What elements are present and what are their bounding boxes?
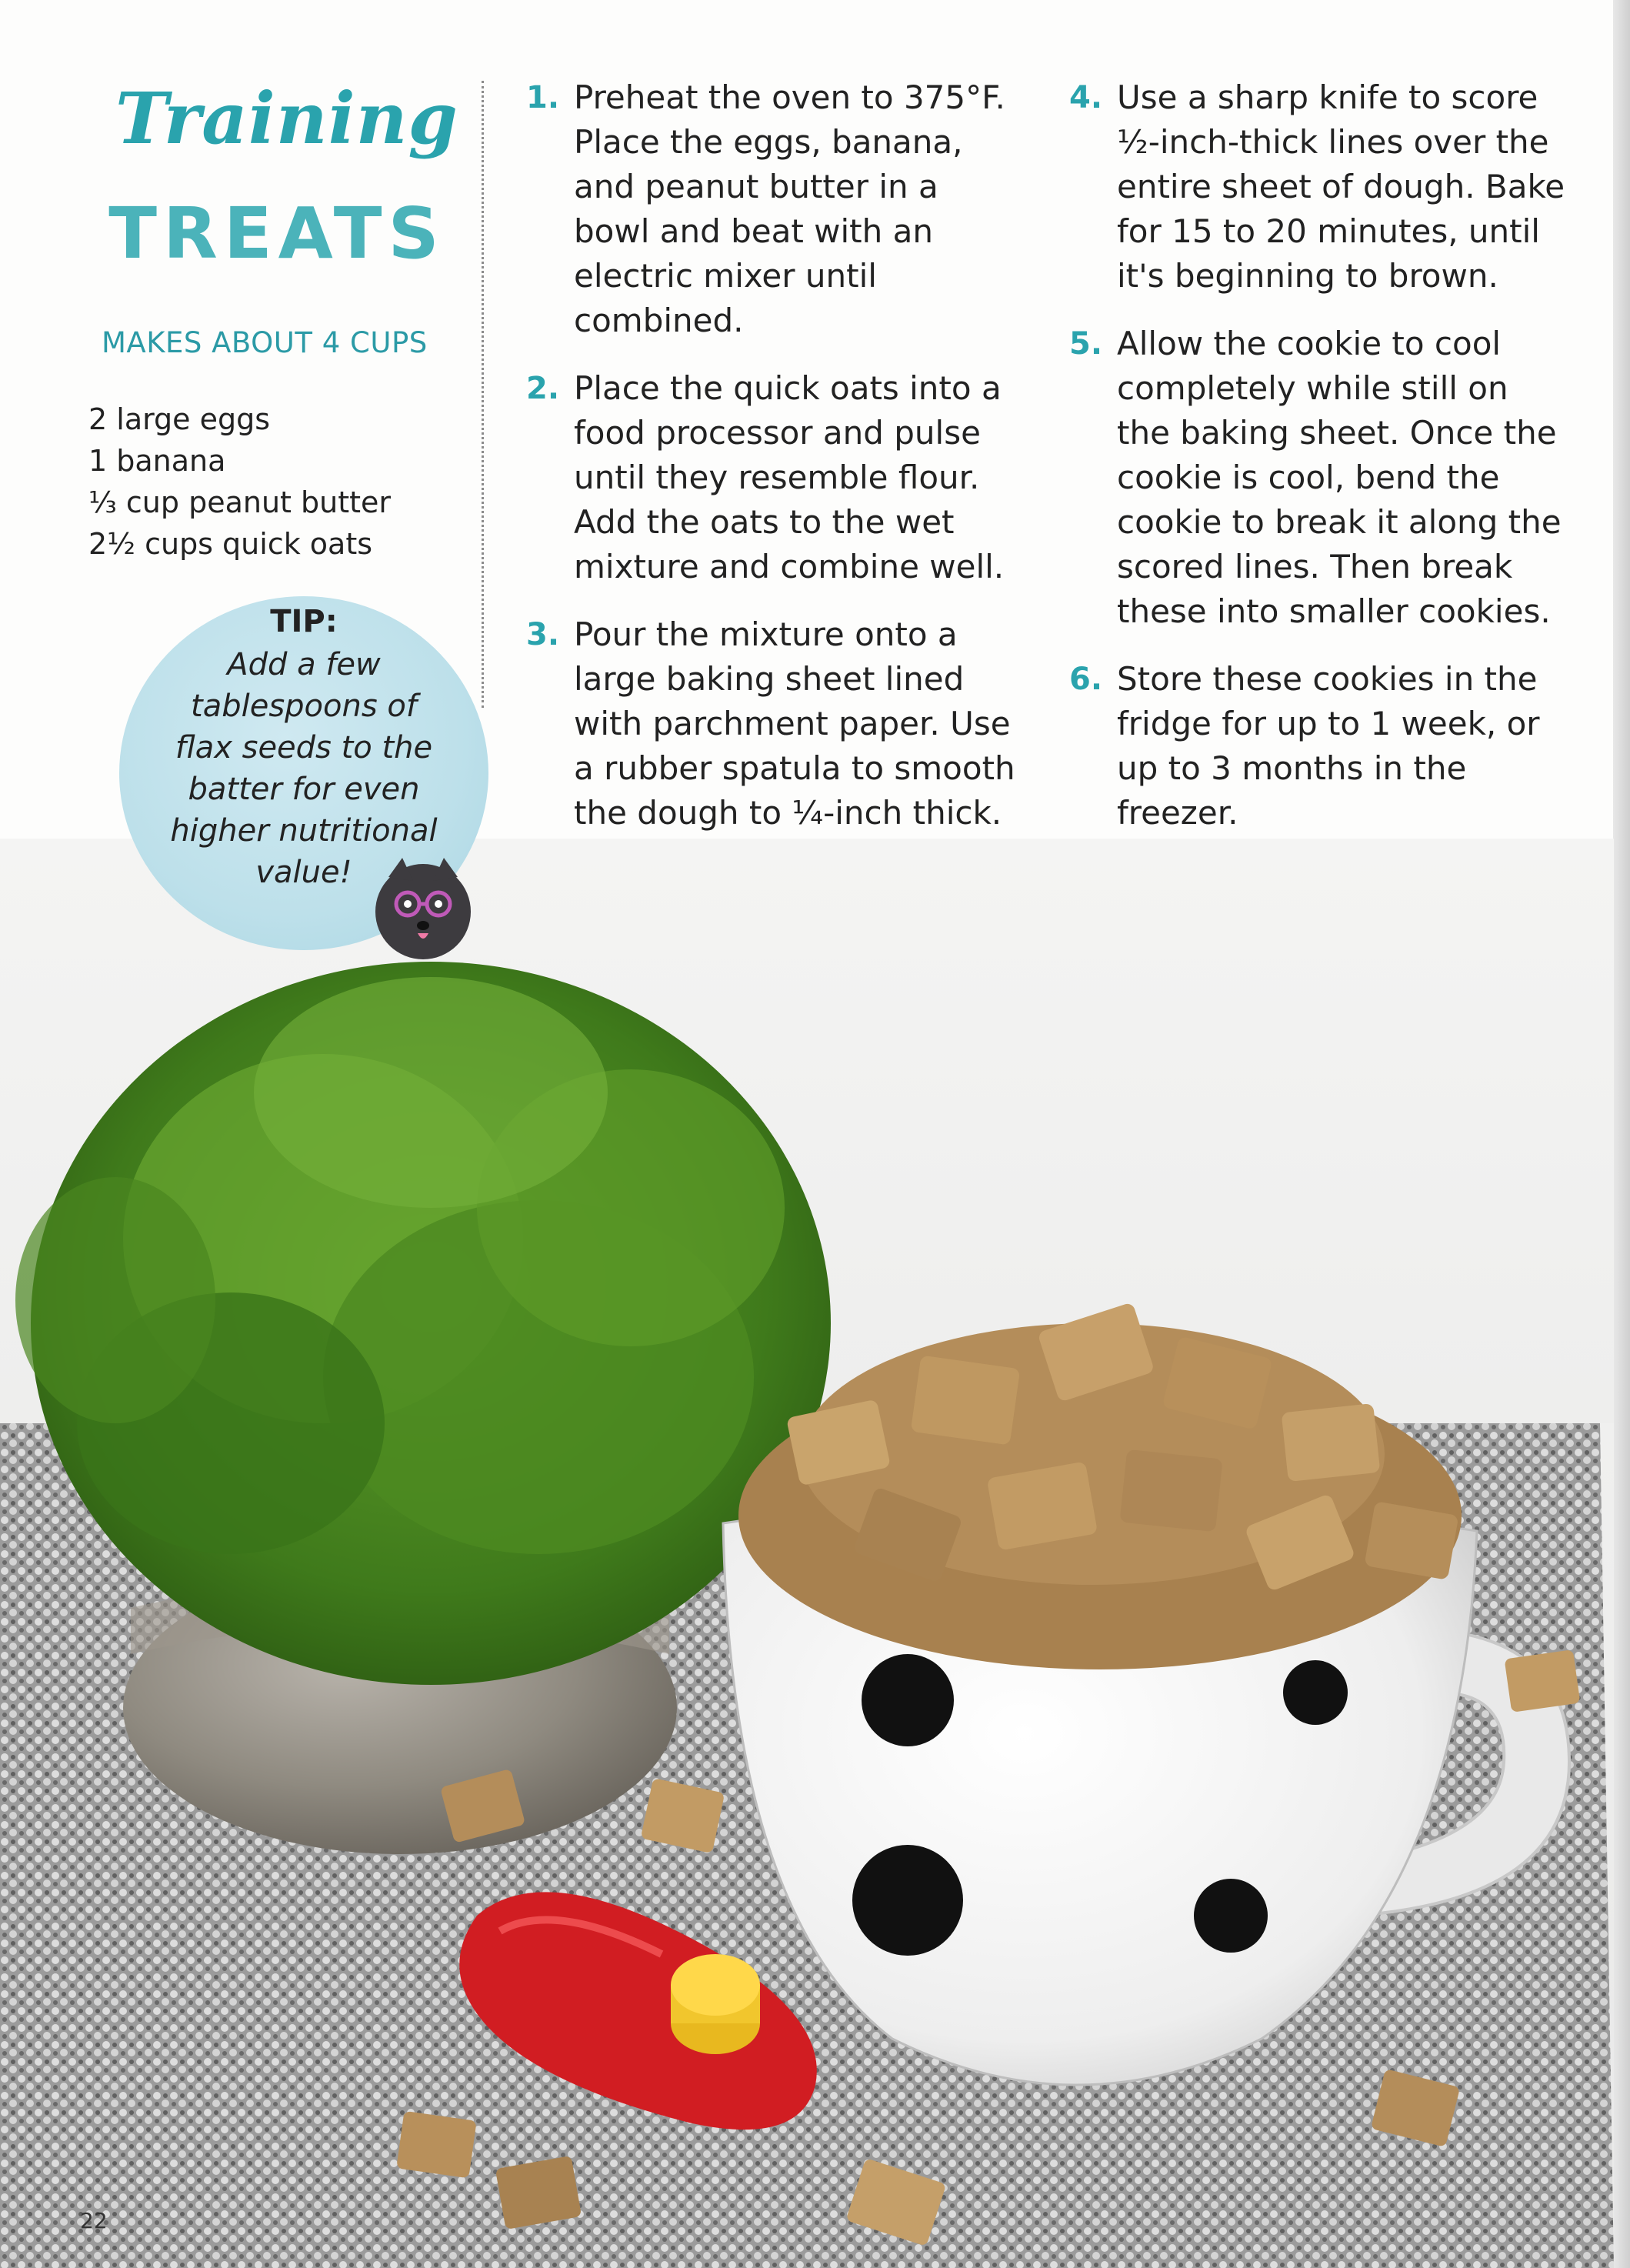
recipe-photo (0, 839, 1614, 2268)
instruction-step (1069, 75, 1569, 299)
tip-label: TIP: (270, 604, 338, 639)
scattered-treat (495, 2156, 582, 2230)
step-number: 3. (526, 617, 560, 652)
step-text: Preheat the oven to 375°F. Place the eggs, banana, and peanut butter in a bowl and beat with an electric mixer until combined. (574, 78, 1005, 339)
step-number: 1. (526, 80, 560, 115)
pomeranian-mascot-icon (365, 850, 481, 966)
ingredient-item: 2 large eggs (88, 402, 271, 436)
instruction-column-right (1069, 75, 1569, 859)
page-number: 22 (80, 2208, 108, 2233)
ingredient-list (88, 399, 391, 565)
step-text: Pour the mixture onto a large baking sheet lined with parchment paper. Use a rubber spatula to smooth the dough to ¼-inch thick. (574, 615, 1015, 832)
tip-text: Add a few tablespoons of flax seeds to the batter for even higher nutritional value! (170, 647, 438, 890)
scattered-treat (396, 2111, 477, 2178)
instruction-step (1069, 322, 1569, 634)
recipe-title-script: Training (115, 77, 458, 160)
instruction-step (526, 75, 1018, 343)
scattered-treat (1505, 1649, 1581, 1713)
recipe-photo-illustration (0, 839, 1614, 2268)
recipe-title-caps: TREATS (108, 192, 445, 275)
instruction-step (526, 366, 1018, 589)
step-text: Store these cookies in the fridge for up to 1 week, or up to 3 months in the freezer. (1117, 660, 1540, 832)
ingredient-item: 2½ cups quick oats (88, 527, 373, 561)
step-text: Allow the cookie to cool completely while still on the baking sheet. Once the cookie is cool, bend the cookie to break it along the scored lines. Then break these into smaller cookies. (1117, 325, 1562, 630)
cup-dot (1194, 1879, 1268, 1953)
step-text: Place the quick oats into a food processor and pulse until they resemble flour. Add the oats to the wet mixture and combine well. (574, 369, 1005, 585)
step-number: 2. (526, 371, 560, 406)
ingredient-item: 1 banana (88, 444, 226, 478)
step-number: 5. (1069, 326, 1103, 362)
step-number: 4. (1069, 80, 1103, 115)
instruction-step (1069, 657, 1569, 835)
recipe-yield: MAKES ABOUT 4 CUPS (102, 326, 428, 359)
instruction-step (526, 612, 1018, 835)
treats-in-cup (738, 1302, 1462, 1669)
cup-dot (1283, 1660, 1348, 1725)
page-edge-shadow (1613, 0, 1630, 2268)
step-number: 6. (1069, 662, 1103, 697)
cup-dot (852, 1845, 963, 1956)
ingredient-item: ⅓ cup peanut butter (88, 485, 392, 519)
cup-dot (862, 1654, 954, 1746)
step-text: Use a sharp knife to score ½-inch-thick lines over the entire sheet of dough. Bake for 15 to 20 minutes, until it's beginning to brown. (1117, 78, 1565, 295)
instruction-column-left (526, 75, 1018, 859)
